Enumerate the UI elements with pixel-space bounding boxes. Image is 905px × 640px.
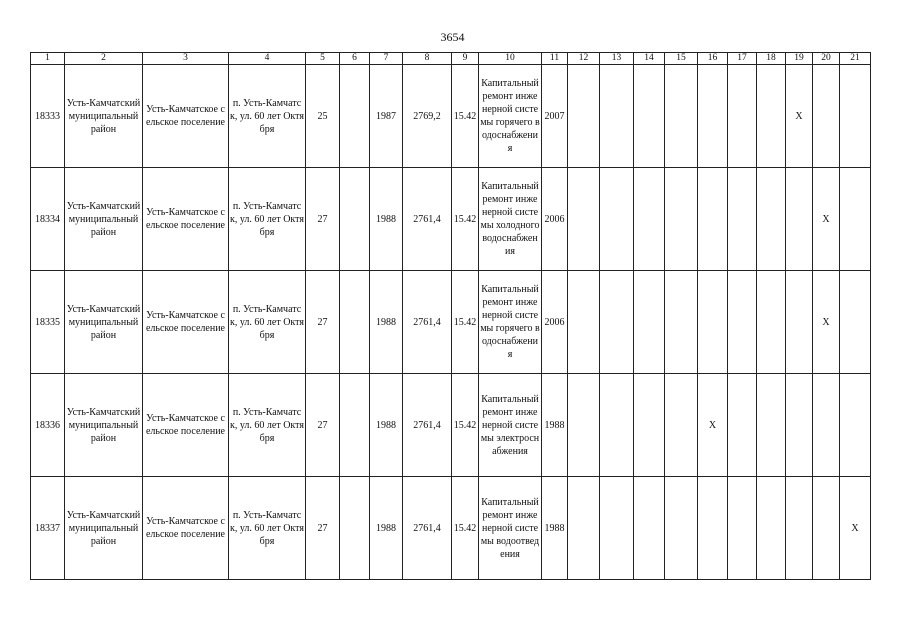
cell-col-8: 2769,2 xyxy=(403,65,452,168)
cell-col-3: Усть-Камчатское сельское поселение xyxy=(143,271,229,374)
cell-col-11: 2007 xyxy=(542,65,568,168)
column-header-14: 14 xyxy=(634,53,665,65)
cell-col-10: Капитальный ремонт инженерной системы водоотведения xyxy=(479,477,542,580)
cell-col-7: 1988 xyxy=(370,477,403,580)
cell-col-4: п. Усть-Камчатск, ул. 60 лет Октября xyxy=(229,65,306,168)
cell-col-7: 1988 xyxy=(370,271,403,374)
cell-col-5: 27 xyxy=(306,168,340,271)
cell-col-14 xyxy=(634,374,665,477)
cell-col-1: 18335 xyxy=(31,271,65,374)
column-header-9: 9 xyxy=(452,53,479,65)
cell-col-6 xyxy=(340,271,370,374)
cell-col-3: Усть-Камчатское сельское поселение xyxy=(143,477,229,580)
cell-col-14 xyxy=(634,271,665,374)
cell-col-7: 1988 xyxy=(370,168,403,271)
cell-col-19: X xyxy=(786,65,813,168)
cell-col-3: Усть-Камчатское сельское поселение xyxy=(143,65,229,168)
column-header-2: 2 xyxy=(65,53,143,65)
column-header-17: 17 xyxy=(728,53,757,65)
cell-col-2: Усть-Камчатский муниципальный район xyxy=(65,271,143,374)
cell-col-1: 18333 xyxy=(31,65,65,168)
table-row xyxy=(31,65,871,168)
cell-col-4: п. Усть-Камчатск, ул. 60 лет Октября xyxy=(229,271,306,374)
cell-col-15 xyxy=(665,271,698,374)
cell-col-13 xyxy=(600,65,634,168)
cell-col-15 xyxy=(665,477,698,580)
cell-col-2: Усть-Камчатский муниципальный район xyxy=(65,477,143,580)
cell-col-8: 2761,4 xyxy=(403,271,452,374)
table-row xyxy=(31,271,871,374)
cell-col-13 xyxy=(600,374,634,477)
cell-col-11: 2006 xyxy=(542,168,568,271)
cell-col-10: Капитальный ремонт инженерной системы горячего водоснабжения xyxy=(479,271,542,374)
cell-col-12 xyxy=(568,271,600,374)
cell-col-11: 1988 xyxy=(542,374,568,477)
cell-col-4: п. Усть-Камчатск, ул. 60 лет Октября xyxy=(229,168,306,271)
cell-col-19 xyxy=(786,271,813,374)
cell-col-16: X xyxy=(698,374,728,477)
table-row xyxy=(31,168,871,271)
cell-col-1: 18334 xyxy=(31,168,65,271)
cell-col-9: 15.42 xyxy=(452,477,479,580)
column-header-3: 3 xyxy=(143,53,229,65)
cell-col-6 xyxy=(340,374,370,477)
cell-col-5: 25 xyxy=(306,65,340,168)
cell-col-14 xyxy=(634,65,665,168)
column-header-6: 6 xyxy=(340,53,370,65)
cell-col-21 xyxy=(840,271,871,374)
cell-col-2: Усть-Камчатский муниципальный район xyxy=(65,374,143,477)
cell-col-12 xyxy=(568,168,600,271)
column-header-4: 4 xyxy=(229,53,306,65)
cell-col-19 xyxy=(786,168,813,271)
cell-col-8: 2761,4 xyxy=(403,168,452,271)
cell-col-14 xyxy=(634,168,665,271)
column-header-18: 18 xyxy=(757,53,786,65)
cell-col-13 xyxy=(600,271,634,374)
cell-col-19 xyxy=(786,477,813,580)
column-header-7: 7 xyxy=(370,53,403,65)
column-header-13: 13 xyxy=(600,53,634,65)
cell-col-6 xyxy=(340,477,370,580)
cell-col-5: 27 xyxy=(306,374,340,477)
cell-col-7: 1988 xyxy=(370,374,403,477)
cell-col-6 xyxy=(340,65,370,168)
cell-col-16 xyxy=(698,477,728,580)
table-row xyxy=(31,477,871,580)
cell-col-3: Усть-Камчатское сельское поселение xyxy=(143,168,229,271)
cell-col-8: 2761,4 xyxy=(403,477,452,580)
cell-col-11: 2006 xyxy=(542,271,568,374)
column-header-15: 15 xyxy=(665,53,698,65)
cell-col-16 xyxy=(698,65,728,168)
cell-col-21 xyxy=(840,374,871,477)
cell-col-10: Капитальный ремонт инженерной системы горячего водоснабжения xyxy=(479,65,542,168)
column-header-5: 5 xyxy=(306,53,340,65)
cell-col-17 xyxy=(728,65,757,168)
cell-col-2: Усть-Камчатский муниципальный район xyxy=(65,65,143,168)
cell-col-9: 15.42 xyxy=(452,168,479,271)
cell-col-19 xyxy=(786,374,813,477)
page-number: 3654 xyxy=(440,30,465,44)
cell-col-10: Капитальный ремонт инженерной системы электроснабжения xyxy=(479,374,542,477)
cell-col-20: X xyxy=(813,168,840,271)
register-table xyxy=(30,52,871,580)
cell-col-21 xyxy=(840,65,871,168)
column-header-16: 16 xyxy=(698,53,728,65)
cell-col-17 xyxy=(728,477,757,580)
cell-col-2: Усть-Камчатский муниципальный район xyxy=(65,168,143,271)
cell-col-13 xyxy=(600,477,634,580)
column-header-1: 1 xyxy=(31,53,65,65)
cell-col-17 xyxy=(728,271,757,374)
table-row xyxy=(31,374,871,477)
column-header-19: 19 xyxy=(786,53,813,65)
cell-col-15 xyxy=(665,168,698,271)
cell-col-15 xyxy=(665,374,698,477)
cell-col-11: 1988 xyxy=(542,477,568,580)
cell-col-20 xyxy=(813,477,840,580)
cell-col-7: 1987 xyxy=(370,65,403,168)
column-header-8: 8 xyxy=(403,53,452,65)
cell-col-4: п. Усть-Камчатск, ул. 60 лет Октября xyxy=(229,374,306,477)
cell-col-13 xyxy=(600,168,634,271)
cell-col-12 xyxy=(568,374,600,477)
cell-col-6 xyxy=(340,168,370,271)
cell-col-20 xyxy=(813,65,840,168)
cell-col-9: 15.42 xyxy=(452,271,479,374)
cell-col-20 xyxy=(813,374,840,477)
cell-col-17 xyxy=(728,374,757,477)
column-header-21: 21 xyxy=(840,53,871,65)
cell-col-20: X xyxy=(813,271,840,374)
cell-col-18 xyxy=(757,374,786,477)
column-header-10: 10 xyxy=(479,53,542,65)
cell-col-12 xyxy=(568,65,600,168)
cell-col-3: Усть-Камчатское сельское поселение xyxy=(143,374,229,477)
cell-col-1: 18337 xyxy=(31,477,65,580)
cell-col-18 xyxy=(757,65,786,168)
cell-col-1: 18336 xyxy=(31,374,65,477)
cell-col-17 xyxy=(728,168,757,271)
column-header-11: 11 xyxy=(542,53,568,65)
column-header-12: 12 xyxy=(568,53,600,65)
cell-col-18 xyxy=(757,271,786,374)
cell-col-10: Капитальный ремонт инженерной системы холодного водоснабжения xyxy=(479,168,542,271)
cell-col-4: п. Усть-Камчатск, ул. 60 лет Октября xyxy=(229,477,306,580)
cell-col-12 xyxy=(568,477,600,580)
cell-col-21 xyxy=(840,168,871,271)
cell-col-14 xyxy=(634,477,665,580)
cell-col-9: 15.42 xyxy=(452,65,479,168)
header-row xyxy=(31,53,871,65)
cell-col-21: X xyxy=(840,477,871,580)
cell-col-8: 2761,4 xyxy=(403,374,452,477)
column-header-20: 20 xyxy=(813,53,840,65)
cell-col-16 xyxy=(698,271,728,374)
cell-col-5: 27 xyxy=(306,271,340,374)
cell-col-15 xyxy=(665,65,698,168)
cell-col-9: 15.42 xyxy=(452,374,479,477)
cell-col-18 xyxy=(757,168,786,271)
cell-col-5: 27 xyxy=(306,477,340,580)
cell-col-18 xyxy=(757,477,786,580)
cell-col-16 xyxy=(698,168,728,271)
